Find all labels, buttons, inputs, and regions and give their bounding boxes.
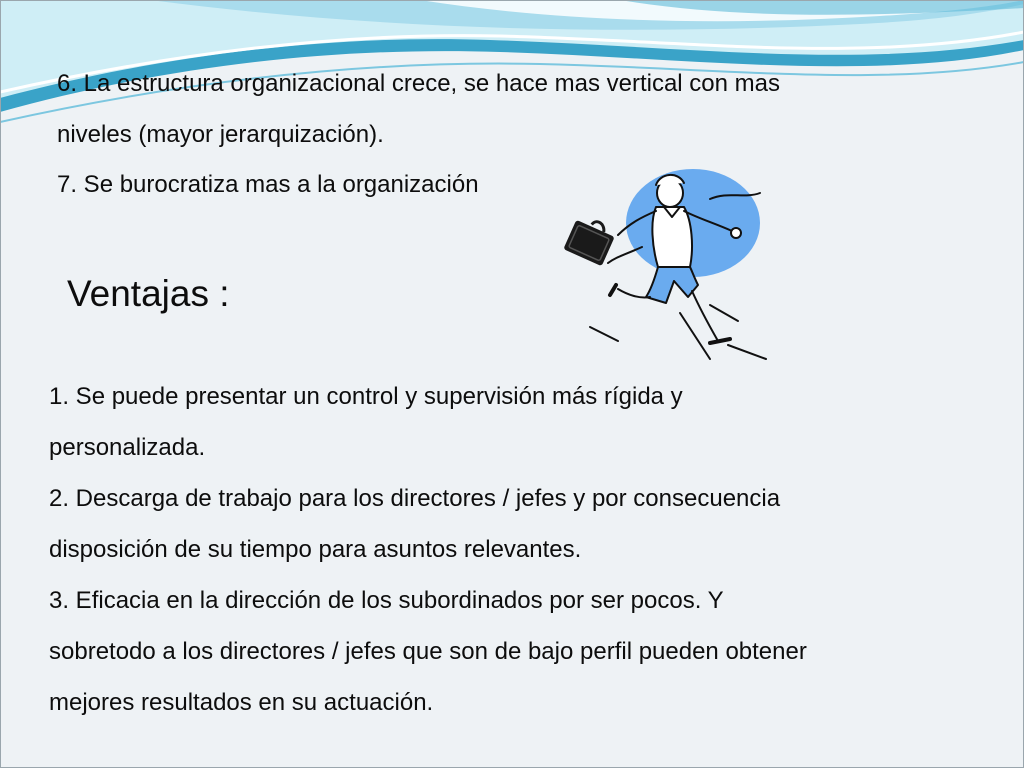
section-heading: Ventajas :	[67, 273, 230, 314]
intro-point-7: 7. Se burocratiza mas a la organización	[57, 171, 479, 198]
advantage-3-line-1: 3. Eficacia en la dirección de los subordinados por ser pocos. Y	[49, 587, 724, 614]
advantage-2-line-1: 2. Descarga de trabajo para los directores / jefes y por consecuencia	[49, 485, 781, 512]
advantage-1-line-1: 1. Se puede presentar un control y supervisión más rígida y	[49, 383, 683, 410]
intro-point-6: 6. La estructura organizacional crece, se hace mas vertical con mas	[57, 70, 781, 97]
advantage-1-line-2: personalizada.	[49, 434, 206, 461]
running-man-illustration	[560, 163, 775, 363]
advantage-3-line-3: mejores resultados en su actuación.	[49, 689, 434, 716]
intro-point-6-continued: niveles (mayor jerarquización).	[57, 121, 384, 148]
advantage-3-line-2: sobretodo a los directores / jefes que son de bajo perfil pueden obtener	[49, 638, 807, 665]
advantage-2-line-2: disposición de su tiempo para asuntos relevantes.	[49, 536, 582, 563]
advantages-list	[49, 371, 807, 728]
briefcase-icon	[563, 220, 614, 266]
